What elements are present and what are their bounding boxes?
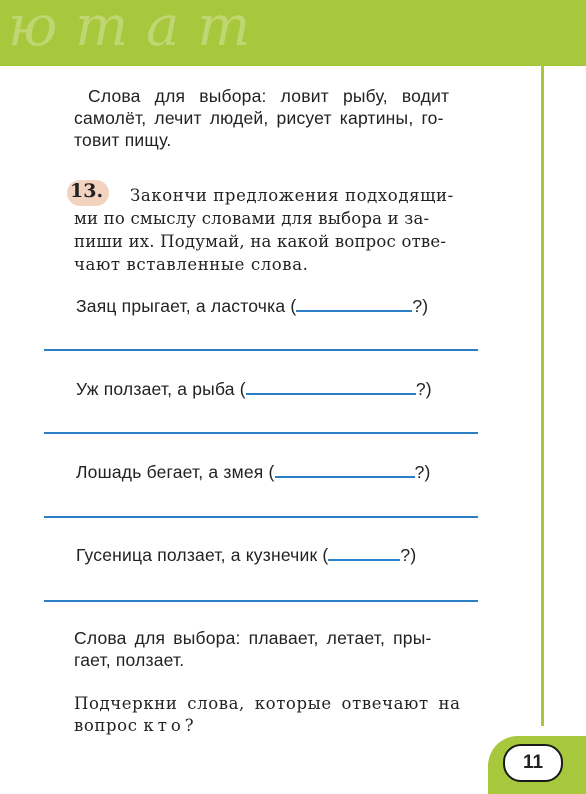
answer-line-2[interactable] <box>44 432 478 434</box>
answer-blank-4[interactable] <box>328 558 400 561</box>
answer-blank-1[interactable] <box>296 309 412 312</box>
sentence-1-end: ?) <box>412 296 429 316</box>
question-prefix: вопрос <box>74 716 144 735</box>
words2-line-1: Слова для выбора: плавает, летает, пры- <box>74 628 432 648</box>
page-number: 11 <box>503 744 563 782</box>
header-decoration: ю т a m <box>8 0 251 59</box>
words2-line-2: гает, ползает. <box>74 650 185 670</box>
task-line-2: ми по смыслу словами для выбора и за- <box>74 209 430 228</box>
question-mark: ? <box>184 716 195 735</box>
task-line-1: Закончи предложения подходящи- <box>130 186 454 205</box>
underline-task-line-1: Подчеркни слова, которые отвечают на <box>74 694 461 713</box>
sentence-2-text: Уж ползает, а рыба ( <box>76 379 246 399</box>
words-line-2: самолёт, лечит людей, рисует картины, го- <box>74 108 444 128</box>
question-word: кто <box>143 716 185 735</box>
sentence-3-end: ?) <box>414 462 431 482</box>
answer-blank-2[interactable] <box>246 392 416 395</box>
underline-task-line-2 <box>74 716 194 735</box>
sentence-3-text: Лошадь бегает, а змея ( <box>76 462 275 482</box>
words-line-3: товит пищу. <box>74 130 172 150</box>
task-line-3: пиши их. Подумай, на какой вопрос отве- <box>74 232 447 251</box>
task-number: 13. <box>70 180 104 202</box>
words-line-1: Слова для выбора: ловит рыбу, водит <box>88 86 450 106</box>
answer-blank-3[interactable] <box>275 475 415 478</box>
answer-line-3[interactable] <box>44 516 478 518</box>
task-line-4: чают вставленные слова. <box>74 255 309 274</box>
sentence-1-text: Заяц прыгает, а ласточка ( <box>76 296 297 316</box>
sentence-2 <box>76 379 432 400</box>
header-band <box>0 0 586 66</box>
sentence-4-end: ?) <box>400 545 417 565</box>
answer-line-4[interactable] <box>44 600 478 602</box>
sentence-4 <box>76 545 416 566</box>
margin-line <box>541 66 544 726</box>
sentence-4-text: Гусеница ползает, а кузнечик ( <box>76 545 329 565</box>
sentence-3 <box>76 462 431 483</box>
sentence-1 <box>76 296 428 317</box>
sentence-2-end: ?) <box>415 379 432 399</box>
answer-line-1[interactable] <box>44 349 478 351</box>
